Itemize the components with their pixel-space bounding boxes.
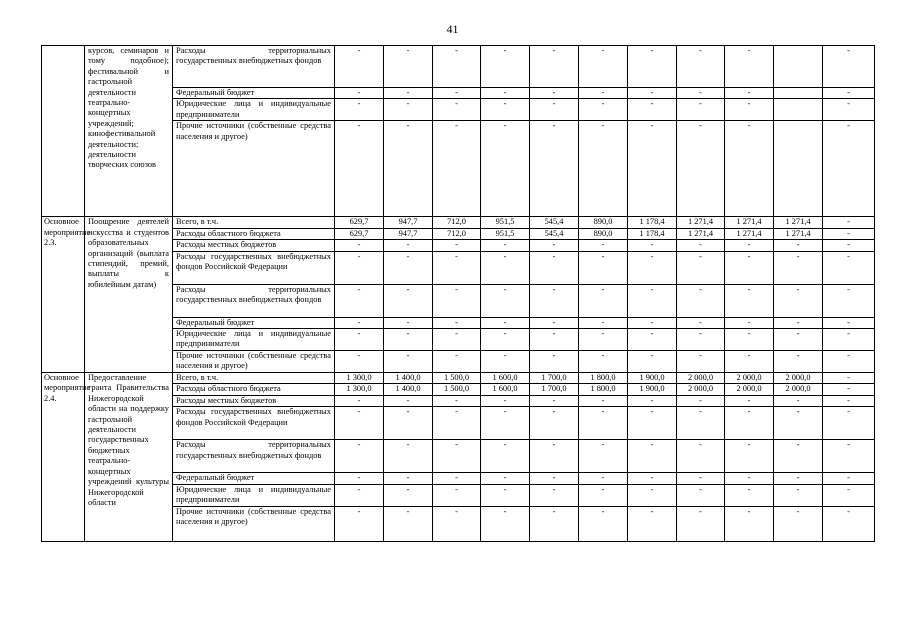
value-cell: - [384,88,433,99]
value-cell: 1 800,0 [579,384,628,395]
funding-source: Всего, в т.ч. [173,373,335,384]
value-cell: - [530,506,579,541]
value-cell: - [725,46,774,88]
value-cell: - [774,395,823,406]
funding-source: Расходы местных бюджетов [173,395,335,406]
value-cell: - [530,484,579,506]
value-cell: - [823,121,875,217]
value-cell [774,99,823,121]
value-cell: 1 271,4 [677,217,725,228]
value-cell: - [628,484,677,506]
funding-source: Расходы территориальных государственных внебюджетных фондов [173,284,335,317]
value-cell: 2 000,0 [725,384,774,395]
value-cell: - [628,46,677,88]
value-cell: - [725,484,774,506]
value-cell: - [823,484,875,506]
value-cell [774,121,823,217]
value-cell: - [823,384,875,395]
value-cell: - [774,329,823,351]
value-cell: - [677,351,725,373]
value-cell: - [384,506,433,541]
value-cell [774,88,823,99]
value-cell: - [579,251,628,284]
value-cell: 2 000,0 [725,373,774,384]
value-cell: - [628,395,677,406]
value-cell: - [481,473,530,484]
value-cell: - [530,473,579,484]
value-cell: - [384,240,433,251]
value-cell: - [774,440,823,473]
funding-source: Прочие источники (собственные средства населения и другое) [173,351,335,373]
value-cell: 1 178,4 [628,217,677,228]
value-cell: - [530,88,579,99]
value-cell: - [823,240,875,251]
value-cell: - [823,440,875,473]
value-cell: - [677,121,725,217]
funding-source: Юридические лица и индивидуальные предприниматели [173,484,335,506]
value-cell: - [677,317,725,328]
value-cell: - [677,329,725,351]
value-cell: - [433,484,481,506]
value-cell: - [481,88,530,99]
funding-source: Юридические лица и индивидуальные предприниматели [173,329,335,351]
value-cell: - [433,395,481,406]
value-cell: - [579,506,628,541]
value-cell: - [725,284,774,317]
value-cell: - [725,351,774,373]
value-cell: - [530,395,579,406]
value-cell: - [481,506,530,541]
value-cell: 712,0 [433,217,481,228]
value-cell: - [774,506,823,541]
value-cell: 712,0 [433,228,481,239]
value-cell: - [433,473,481,484]
value-cell: - [579,121,628,217]
value-cell: 1 700,0 [530,373,579,384]
value-cell: - [481,121,530,217]
measure-name: курсов, семинаров и тому подобное); фестивальной и гастрольной деятельности театрально-концертных учреждений; кинофестивальной деятельности; деятельности творческих союзов [85,46,173,217]
measure-label: Основное мероприятие 2.3. [42,217,85,373]
value-cell: 951,5 [481,228,530,239]
value-cell: - [725,395,774,406]
value-cell: - [823,317,875,328]
value-cell: - [725,506,774,541]
value-cell: 1 600,0 [481,373,530,384]
value-cell: - [530,99,579,121]
value-cell: - [579,473,628,484]
value-cell: 1 500,0 [433,384,481,395]
value-cell: - [677,473,725,484]
value-cell: - [725,240,774,251]
value-cell: 951,5 [481,217,530,228]
value-cell: 1 271,4 [677,228,725,239]
value-cell: - [774,317,823,328]
value-cell: - [530,46,579,88]
value-cell: - [823,251,875,284]
table-row [42,46,875,88]
measure-name: Поощрение деятелей искусства и студентов образовательных организаций (выплата стипендий, премий, выплаты к юбилейным датам) [85,217,173,373]
value-cell: - [384,484,433,506]
value-cell: 1 800,0 [579,373,628,384]
value-cell: - [335,329,384,351]
value-cell: - [579,395,628,406]
value-cell: - [481,351,530,373]
value-cell: - [433,240,481,251]
value-cell: - [774,484,823,506]
value-cell: - [579,240,628,251]
table-row [42,373,875,384]
value-cell: - [433,46,481,88]
value-cell: - [384,440,433,473]
value-cell: - [628,351,677,373]
value-cell: - [823,329,875,351]
measure-label: Основное мероприятие 2.4. [42,373,85,542]
value-cell: - [384,99,433,121]
value-cell: - [774,240,823,251]
value-cell [774,46,823,88]
value-cell: 1 400,0 [384,373,433,384]
value-cell: - [384,407,433,440]
value-cell: - [335,240,384,251]
value-cell: - [628,407,677,440]
measure-name: Предоставление гранта Правительства Нижегородской области на поддержку гастрольной деятельности государственных бюджетных театрально-концертных учреждений культуры Нижегородской области [85,373,173,542]
value-cell: - [579,351,628,373]
value-cell: - [530,121,579,217]
value-cell: - [433,329,481,351]
value-cell: - [384,351,433,373]
value-cell: - [579,484,628,506]
value-cell: 629,7 [335,228,384,239]
value-cell: - [481,329,530,351]
value-cell: - [530,440,579,473]
value-cell: - [530,407,579,440]
value-cell: - [481,395,530,406]
value-cell: - [335,46,384,88]
value-cell: - [823,88,875,99]
value-cell: 1 600,0 [481,384,530,395]
value-cell: - [481,440,530,473]
value-cell: 1 500,0 [433,373,481,384]
value-cell: - [677,407,725,440]
value-cell: 2 000,0 [677,384,725,395]
value-cell: - [335,440,384,473]
value-cell: - [774,284,823,317]
value-cell: - [335,317,384,328]
value-cell: 2 000,0 [774,384,823,395]
funding-source: Юридические лица и индивидуальные предприниматели [173,99,335,121]
funding-source: Расходы областного бюджета [173,384,335,395]
value-cell: - [481,484,530,506]
funding-source: Расходы территориальных государственных внебюджетных фондов [173,46,335,88]
value-cell: - [628,121,677,217]
value-cell: - [433,284,481,317]
value-cell: - [823,99,875,121]
value-cell: - [384,251,433,284]
value-cell: - [677,88,725,99]
value-cell: - [628,506,677,541]
funding-source: Федеральный бюджет [173,317,335,328]
value-cell: - [433,251,481,284]
value-cell: - [481,284,530,317]
value-cell: - [481,407,530,440]
value-cell: 1 900,0 [628,384,677,395]
value-cell: - [335,351,384,373]
value-cell: - [628,240,677,251]
value-cell: - [579,99,628,121]
value-cell: - [725,121,774,217]
value-cell: - [628,473,677,484]
value-cell: - [628,88,677,99]
value-cell: - [823,407,875,440]
funding-source: Всего, в т.ч. [173,217,335,228]
value-cell: - [774,351,823,373]
value-cell: - [628,284,677,317]
value-cell: - [628,440,677,473]
value-cell: - [823,506,875,541]
value-cell: - [774,251,823,284]
value-cell: - [530,284,579,317]
value-cell: 1 178,4 [628,228,677,239]
value-cell: 1 400,0 [384,384,433,395]
funding-source: Прочие источники (собственные средства населения и другое) [173,121,335,217]
value-cell: - [433,407,481,440]
value-cell: - [677,484,725,506]
measure-label [42,46,85,217]
value-cell: - [384,46,433,88]
value-cell: - [725,329,774,351]
value-cell: - [725,88,774,99]
value-cell: - [725,99,774,121]
value-cell: - [433,317,481,328]
value-cell: - [433,121,481,217]
value-cell: - [384,317,433,328]
value-cell: - [628,251,677,284]
value-cell: - [823,351,875,373]
value-cell: - [628,99,677,121]
value-cell: - [579,88,628,99]
value-cell: - [628,329,677,351]
value-cell: - [579,46,628,88]
value-cell: 1 271,4 [725,228,774,239]
value-cell: - [335,506,384,541]
value-cell: - [384,473,433,484]
value-cell: - [677,506,725,541]
value-cell: - [725,251,774,284]
value-cell: - [725,473,774,484]
value-cell: - [335,121,384,217]
value-cell: - [677,284,725,317]
value-cell: 1 900,0 [628,373,677,384]
value-cell: 890,0 [579,228,628,239]
value-cell: - [774,407,823,440]
value-cell: - [628,317,677,328]
value-cell: - [433,506,481,541]
value-cell: - [774,473,823,484]
funding-source: Расходы областного бюджета [173,228,335,239]
value-cell: - [481,317,530,328]
value-cell: - [335,407,384,440]
value-cell: - [823,228,875,239]
value-cell: - [677,99,725,121]
value-cell: - [335,88,384,99]
value-cell: - [335,284,384,317]
value-cell: - [530,351,579,373]
page-number: 41 [446,22,459,36]
value-cell: - [384,121,433,217]
value-cell: 2 000,0 [677,373,725,384]
value-cell: - [823,217,875,228]
value-cell: - [579,317,628,328]
value-cell: - [579,440,628,473]
value-cell: - [530,251,579,284]
value-cell: - [384,284,433,317]
value-cell: - [823,46,875,88]
value-cell: 947,7 [384,228,433,239]
value-cell: - [433,440,481,473]
value-cell: - [823,395,875,406]
funding-source: Расходы местных бюджетов [173,240,335,251]
value-cell: - [579,329,628,351]
value-cell: 1 271,4 [774,217,823,228]
budget-table [41,45,875,542]
value-cell: - [725,440,774,473]
funding-source: Федеральный бюджет [173,473,335,484]
value-cell: 947,7 [384,217,433,228]
value-cell: 890,0 [579,217,628,228]
value-cell: - [725,407,774,440]
value-cell: 629,7 [335,217,384,228]
value-cell: - [433,88,481,99]
value-cell: - [677,251,725,284]
value-cell: - [335,484,384,506]
value-cell: 1 271,4 [774,228,823,239]
value-cell: - [481,251,530,284]
value-cell: - [481,99,530,121]
value-cell: - [530,329,579,351]
funding-source: Расходы государственных внебюджетных фондов Российской Федерации [173,251,335,284]
value-cell: - [677,46,725,88]
value-cell: - [530,317,579,328]
value-cell: - [677,395,725,406]
funding-source: Прочие источники (собственные средства населения и другое) [173,506,335,541]
value-cell: - [579,284,628,317]
value-cell: - [384,329,433,351]
value-cell: - [481,46,530,88]
value-cell: - [823,473,875,484]
value-cell: 545,4 [530,228,579,239]
value-cell: - [433,351,481,373]
funding-source: Расходы государственных внебюджетных фондов Российской Федерации [173,407,335,440]
value-cell: 1 300,0 [335,373,384,384]
value-cell: - [823,284,875,317]
value-cell: - [335,251,384,284]
value-cell: - [579,407,628,440]
value-cell: - [433,99,481,121]
funding-source: Федеральный бюджет [173,88,335,99]
value-cell: 2 000,0 [774,373,823,384]
value-cell: - [335,473,384,484]
value-cell: - [677,240,725,251]
value-cell: - [481,240,530,251]
value-cell: - [335,99,384,121]
table-row [42,217,875,228]
value-cell: - [677,440,725,473]
value-cell: - [530,240,579,251]
funding-source: Расходы территориальных государственных внебюджетных фондов [173,440,335,473]
value-cell: - [335,395,384,406]
value-cell: - [823,373,875,384]
value-cell: - [725,317,774,328]
value-cell: 1 700,0 [530,384,579,395]
value-cell: - [384,395,433,406]
value-cell: 1 300,0 [335,384,384,395]
value-cell: 1 271,4 [725,217,774,228]
value-cell: 545,4 [530,217,579,228]
